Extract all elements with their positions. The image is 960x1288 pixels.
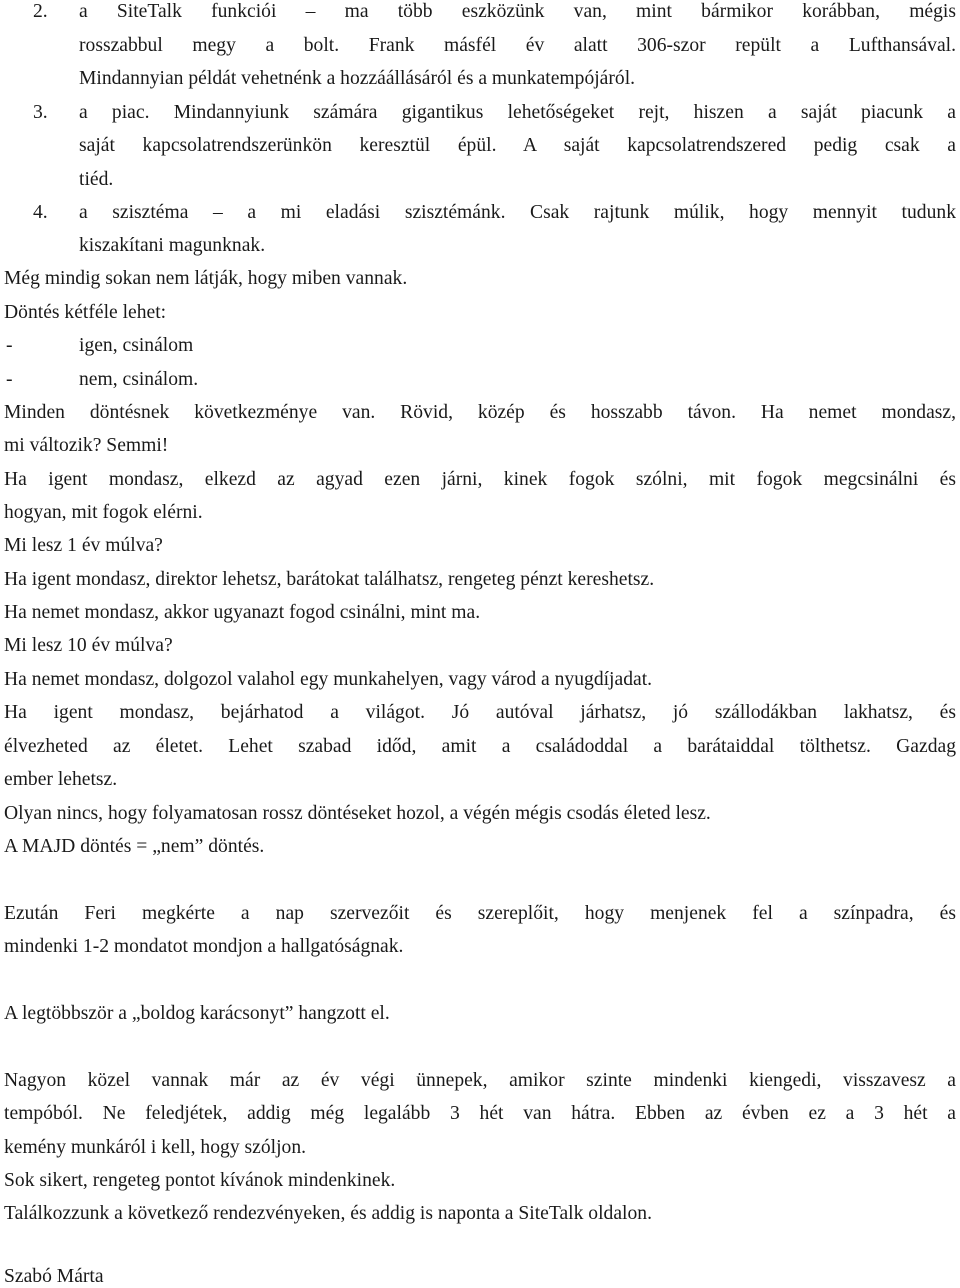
list-number: 4. bbox=[33, 202, 48, 223]
paragraph-line: A MAJD döntés = „nem” döntés. bbox=[4, 836, 265, 857]
paragraph-line: Ha igent mondasz, bejárhatod a világot. Jó autóval járhatsz, jó szállodákban lakhatsz, és bbox=[4, 702, 956, 723]
paragraph-line: hogyan, mit fogok elérni. bbox=[4, 502, 203, 523]
paragraph-line: Döntés kétféle lehet: bbox=[4, 302, 167, 323]
dash-bullet: - bbox=[6, 369, 13, 390]
paragraph-line: Nagyon közel vannak már az év végi ünnepek, amikor szinte mindenki kiengedi, visszavesz a bbox=[4, 1070, 956, 1091]
paragraph-line: tempóból. Ne feledjétek, addig még legalább 3 hét van hátra. Ebben az évben ez a 3 hét a bbox=[4, 1103, 956, 1124]
paragraph-line: A legtöbbször a „boldog karácsonyt” hangzott el. bbox=[4, 1003, 390, 1024]
paragraph-line: Olyan nincs, hogy folyamatosan rossz döntéseket hozol, a végén mégis csodás életed lesz. bbox=[4, 803, 711, 824]
list-number: 2. bbox=[33, 1, 48, 22]
list-line: tiéd. bbox=[79, 169, 114, 190]
paragraph-line: Ha nemet mondasz, dolgozol valahol egy munkahelyen, vagy várod a nyugdíjadat. bbox=[4, 669, 653, 690]
paragraph-line: ember lehetsz. bbox=[4, 769, 118, 790]
paragraph-line: Találkozzunk a következő rendezvényeken, és addig is naponta a SiteTalk oldalon. bbox=[4, 1203, 652, 1224]
paragraph-line: Ha nemet mondasz, akkor ugyanazt fogod csinálni, mint ma. bbox=[4, 602, 481, 623]
list-line: a piac. Mindannyiunk számára gigantikus lehetőségeket rejt, hiszen a saját piacunk a bbox=[79, 102, 956, 123]
list-number: 3. bbox=[33, 102, 48, 123]
dash-bullet: - bbox=[6, 335, 13, 356]
paragraph-line: élvezheted az életet. Lehet szabad időd, amit a családoddal a barátaiddal tölthetsz. Gazdag bbox=[4, 736, 956, 757]
list-line: a szisztéma – a mi eladási szisztémánk. Csak rajtunk múlik, hogy mennyit tudunk bbox=[79, 202, 956, 223]
option-no: nem, csinálom. bbox=[79, 369, 199, 390]
signature: Szabó Márta bbox=[4, 1266, 104, 1287]
paragraph-line: Minden döntésnek következménye van. Rövid, közép és hosszabb távon. Ha nemet mondasz, bbox=[4, 402, 956, 423]
paragraph-line: Sok sikert, rengeteg pontot kívánok mindenkinek. bbox=[4, 1170, 396, 1191]
paragraph-line: Még mindig sokan nem látják, hogy miben vannak. bbox=[4, 268, 408, 289]
paragraph-line: Mi lesz 1 év múlva? bbox=[4, 535, 163, 556]
paragraph-line: Mi lesz 10 év múlva? bbox=[4, 635, 173, 656]
list-line: a SiteTalk funkciói – ma több eszközünk van, mint bármikor korábban, mégis bbox=[79, 1, 956, 22]
option-yes: igen, csinálom bbox=[79, 335, 194, 356]
paragraph-line: mindenki 1-2 mondatot mondjon a hallgatóságnak. bbox=[4, 936, 404, 957]
list-line: rosszabbul megy a bolt. Frank másfél év alatt 306-szor repült a Lufthansával. bbox=[79, 35, 956, 56]
paragraph-line: Ha igent mondasz, direktor lehetsz, barátokat találhatsz, rengeteg pénzt kereshetsz. bbox=[4, 569, 655, 590]
paragraph-line: Ezután Feri megkérte a nap szervezőit és szereplőit, hogy menjenek fel a színpadra, és bbox=[4, 903, 956, 924]
list-line: Mindannyian példát vehetnénk a hozzáállásáról és a munkatempójáról. bbox=[79, 68, 636, 89]
paragraph-line: Ha igent mondasz, elkezd az agyad ezen járni, kinek fogok szólni, mit fogok megcsinálni és bbox=[4, 469, 956, 490]
list-line: saját kapcsolatrendszerünkön keresztül épül. A saját kapcsolatrendszered pedig csak a bbox=[79, 135, 956, 156]
list-line: kiszakítani magunknak. bbox=[79, 235, 266, 256]
paragraph-line: kemény munkáról i kell, hogy szóljon. bbox=[4, 1137, 307, 1158]
paragraph-line: mi változik? Semmi! bbox=[4, 435, 169, 456]
